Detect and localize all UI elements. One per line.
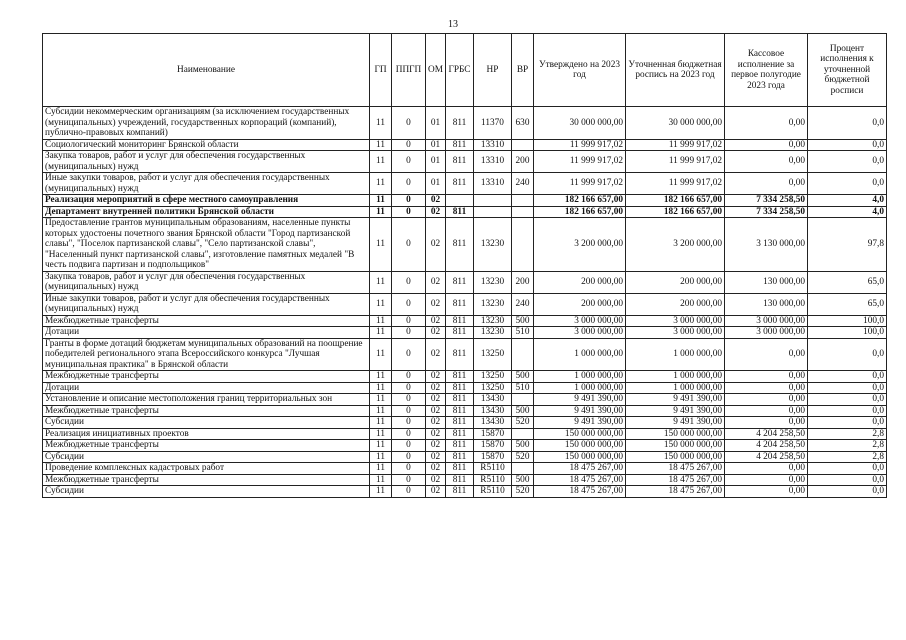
row-gp: 11 bbox=[370, 405, 392, 417]
row-percent: 0,0 bbox=[808, 486, 887, 498]
row-vr bbox=[512, 394, 534, 406]
row-approved: 1 000 000,00 bbox=[534, 382, 626, 394]
row-ppgp: 0 bbox=[392, 218, 426, 272]
row-cash: 0,00 bbox=[725, 405, 808, 417]
row-name: Субсидии bbox=[43, 486, 370, 498]
row-cash: 0,00 bbox=[725, 107, 808, 140]
row-np: 13250 bbox=[474, 371, 512, 383]
row-om: 02 bbox=[426, 271, 446, 293]
row-gp: 11 bbox=[370, 327, 392, 339]
row-vr bbox=[512, 338, 534, 371]
table-row bbox=[43, 107, 887, 140]
row-gp: 11 bbox=[370, 293, 392, 315]
row-np: R5110 bbox=[474, 463, 512, 475]
row-vr: 200 bbox=[512, 271, 534, 293]
row-vr: 500 bbox=[512, 474, 534, 486]
row-om: 01 bbox=[426, 139, 446, 151]
row-cash: 0,00 bbox=[725, 394, 808, 406]
row-approved: 200 000,00 bbox=[534, 293, 626, 315]
row-percent: 0,0 bbox=[808, 463, 887, 475]
row-cash: 7 334 258,50 bbox=[725, 195, 808, 207]
row-ppgp: 0 bbox=[392, 463, 426, 475]
row-gp: 11 bbox=[370, 474, 392, 486]
row-ppgp: 0 bbox=[392, 405, 426, 417]
row-refined: 1 000 000,00 bbox=[626, 371, 725, 383]
row-approved: 11 999 917,02 bbox=[534, 139, 626, 151]
row-vr: 240 bbox=[512, 173, 534, 195]
row-np: 13430 bbox=[474, 405, 512, 417]
row-np: 11370 bbox=[474, 107, 512, 140]
row-cash: 0,00 bbox=[725, 417, 808, 429]
row-approved: 18 475 267,00 bbox=[534, 474, 626, 486]
row-np: 15870 bbox=[474, 451, 512, 463]
row-ppgp: 0 bbox=[392, 338, 426, 371]
row-ppgp: 0 bbox=[392, 440, 426, 452]
row-gp: 11 bbox=[370, 195, 392, 207]
table-row bbox=[43, 463, 887, 475]
row-approved: 3 000 000,00 bbox=[534, 315, 626, 327]
row-approved: 3 200 000,00 bbox=[534, 218, 626, 272]
row-np: 13310 bbox=[474, 151, 512, 173]
row-gp: 11 bbox=[370, 428, 392, 440]
row-ppgp: 0 bbox=[392, 417, 426, 429]
row-percent: 2,8 bbox=[808, 451, 887, 463]
table-row bbox=[43, 382, 887, 394]
row-refined: 200 000,00 bbox=[626, 271, 725, 293]
row-np: 13310 bbox=[474, 173, 512, 195]
row-refined: 150 000 000,00 bbox=[626, 428, 725, 440]
header-approved: Утверждено на 2023 год bbox=[534, 34, 626, 107]
row-refined: 9 491 390,00 bbox=[626, 394, 725, 406]
row-vr bbox=[512, 463, 534, 475]
row-approved: 182 166 657,00 bbox=[534, 206, 626, 218]
header-grbs: ГРБС bbox=[446, 34, 474, 107]
row-approved: 11 999 917,02 bbox=[534, 173, 626, 195]
row-approved: 3 000 000,00 bbox=[534, 327, 626, 339]
row-vr: 500 bbox=[512, 371, 534, 383]
row-vr bbox=[512, 195, 534, 207]
row-approved: 11 999 917,02 bbox=[534, 151, 626, 173]
row-grbs: 811 bbox=[446, 315, 474, 327]
row-percent: 4,0 bbox=[808, 195, 887, 207]
table-row bbox=[43, 151, 887, 173]
row-cash: 0,00 bbox=[725, 486, 808, 498]
row-gp: 11 bbox=[370, 371, 392, 383]
row-gp: 11 bbox=[370, 218, 392, 272]
row-gp: 11 bbox=[370, 394, 392, 406]
row-np: 13230 bbox=[474, 293, 512, 315]
row-approved: 9 491 390,00 bbox=[534, 394, 626, 406]
table-row bbox=[43, 218, 887, 272]
row-grbs: 811 bbox=[446, 107, 474, 140]
row-approved: 18 475 267,00 bbox=[534, 463, 626, 475]
row-refined: 3 200 000,00 bbox=[626, 218, 725, 272]
table-row bbox=[43, 315, 887, 327]
row-vr: 630 bbox=[512, 107, 534, 140]
row-approved: 9 491 390,00 bbox=[534, 405, 626, 417]
row-name: Закупка товаров, работ и услуг для обеспечения государственных (муниципальных) нужд bbox=[43, 151, 370, 173]
row-approved: 200 000,00 bbox=[534, 271, 626, 293]
row-percent: 65,0 bbox=[808, 271, 887, 293]
row-grbs: 811 bbox=[446, 463, 474, 475]
row-np bbox=[474, 206, 512, 218]
row-om: 02 bbox=[426, 371, 446, 383]
row-name: Предоставление грантов муниципальным образованиям, населенные пункты которых удостоены почетного звания Брянской области "Город партизанской славы", "Поселок партизанской славы", "Село партизанской славы", "Населенный пункт партизанской славы", изготовление памятных медалей "В честь подвига партизан и подпольщиков" bbox=[43, 218, 370, 272]
row-vr: 240 bbox=[512, 293, 534, 315]
row-vr: 510 bbox=[512, 327, 534, 339]
row-ppgp: 0 bbox=[392, 206, 426, 218]
row-grbs: 811 bbox=[446, 486, 474, 498]
row-np bbox=[474, 195, 512, 207]
row-refined: 18 475 267,00 bbox=[626, 486, 725, 498]
row-cash: 4 204 258,50 bbox=[725, 451, 808, 463]
header-gp: ГП bbox=[370, 34, 392, 107]
row-gp: 11 bbox=[370, 139, 392, 151]
row-cash: 7 334 258,50 bbox=[725, 206, 808, 218]
row-vr: 500 bbox=[512, 405, 534, 417]
row-refined: 150 000 000,00 bbox=[626, 440, 725, 452]
row-percent: 2,8 bbox=[808, 440, 887, 452]
row-name: Субсидии bbox=[43, 417, 370, 429]
row-om: 02 bbox=[426, 463, 446, 475]
row-percent: 2,8 bbox=[808, 428, 887, 440]
row-grbs bbox=[446, 195, 474, 207]
row-om: 02 bbox=[426, 417, 446, 429]
row-refined: 9 491 390,00 bbox=[626, 417, 725, 429]
row-grbs: 811 bbox=[446, 293, 474, 315]
table-row bbox=[43, 173, 887, 195]
row-np: 13430 bbox=[474, 417, 512, 429]
row-ppgp: 0 bbox=[392, 139, 426, 151]
row-approved: 30 000 000,00 bbox=[534, 107, 626, 140]
header-percent: Процент исполнения к уточненной бюджетной росписи bbox=[808, 34, 887, 107]
row-name: Межбюджетные трансферты bbox=[43, 474, 370, 486]
row-ppgp: 0 bbox=[392, 474, 426, 486]
row-grbs: 811 bbox=[446, 417, 474, 429]
row-refined: 30 000 000,00 bbox=[626, 107, 725, 140]
row-vr: 500 bbox=[512, 315, 534, 327]
row-ppgp: 0 bbox=[392, 327, 426, 339]
row-gp: 11 bbox=[370, 417, 392, 429]
row-name: Реализация мероприятий в сфере местного самоуправления bbox=[43, 195, 370, 207]
row-ppgp: 0 bbox=[392, 394, 426, 406]
row-name: Реализация инициативных проектов bbox=[43, 428, 370, 440]
row-vr bbox=[512, 139, 534, 151]
row-approved: 182 166 657,00 bbox=[534, 195, 626, 207]
row-grbs: 811 bbox=[446, 139, 474, 151]
row-approved: 18 475 267,00 bbox=[534, 486, 626, 498]
row-refined: 18 475 267,00 bbox=[626, 474, 725, 486]
row-om: 02 bbox=[426, 338, 446, 371]
table-row bbox=[43, 271, 887, 293]
row-np: R5110 bbox=[474, 474, 512, 486]
row-ppgp: 0 bbox=[392, 451, 426, 463]
row-cash: 0,00 bbox=[725, 151, 808, 173]
row-om: 01 bbox=[426, 107, 446, 140]
row-percent: 100,0 bbox=[808, 315, 887, 327]
row-grbs: 811 bbox=[446, 382, 474, 394]
row-cash: 4 204 258,50 bbox=[725, 440, 808, 452]
row-ppgp: 0 bbox=[392, 371, 426, 383]
row-ppgp: 0 bbox=[392, 271, 426, 293]
row-om: 02 bbox=[426, 293, 446, 315]
row-vr bbox=[512, 218, 534, 272]
row-cash: 0,00 bbox=[725, 382, 808, 394]
header-np: НР bbox=[474, 34, 512, 107]
row-np: 13250 bbox=[474, 382, 512, 394]
row-np: 13230 bbox=[474, 218, 512, 272]
row-cash: 3 000 000,00 bbox=[725, 315, 808, 327]
row-cash: 0,00 bbox=[725, 463, 808, 475]
row-gp: 11 bbox=[370, 463, 392, 475]
row-refined: 11 999 917,02 bbox=[626, 139, 725, 151]
row-cash: 0,00 bbox=[725, 371, 808, 383]
row-cash: 4 204 258,50 bbox=[725, 428, 808, 440]
row-om: 02 bbox=[426, 428, 446, 440]
row-approved: 9 491 390,00 bbox=[534, 417, 626, 429]
row-cash: 0,00 bbox=[725, 338, 808, 371]
header-vr: ВР bbox=[512, 34, 534, 107]
row-name: Департамент внутренней политики Брянской области bbox=[43, 206, 370, 218]
row-gp: 11 bbox=[370, 440, 392, 452]
row-gp: 11 bbox=[370, 107, 392, 140]
row-np: 15870 bbox=[474, 440, 512, 452]
row-om: 02 bbox=[426, 440, 446, 452]
header-cash: Кассовое исполнение за первое полугодие 2023 года bbox=[725, 34, 808, 107]
row-gp: 11 bbox=[370, 151, 392, 173]
row-om: 02 bbox=[426, 195, 446, 207]
row-approved: 150 000 000,00 bbox=[534, 428, 626, 440]
table-row bbox=[43, 293, 887, 315]
table-row bbox=[43, 428, 887, 440]
header-name: Наименование bbox=[43, 34, 370, 107]
row-percent: 0,0 bbox=[808, 417, 887, 429]
row-om: 02 bbox=[426, 218, 446, 272]
row-refined: 200 000,00 bbox=[626, 293, 725, 315]
row-vr bbox=[512, 206, 534, 218]
row-grbs: 811 bbox=[446, 271, 474, 293]
table-body bbox=[43, 107, 887, 498]
row-gp: 11 bbox=[370, 271, 392, 293]
row-cash: 0,00 bbox=[725, 474, 808, 486]
row-np: 13310 bbox=[474, 139, 512, 151]
row-om: 02 bbox=[426, 394, 446, 406]
row-name: Дотации bbox=[43, 382, 370, 394]
table-row bbox=[43, 486, 887, 498]
row-name: Иные закупки товаров, работ и услуг для обеспечения государственных (муниципальных) нужд bbox=[43, 173, 370, 195]
row-om: 02 bbox=[426, 474, 446, 486]
row-np: R5110 bbox=[474, 486, 512, 498]
row-name: Межбюджетные трансферты bbox=[43, 405, 370, 417]
row-cash: 130 000,00 bbox=[725, 293, 808, 315]
row-refined: 3 000 000,00 bbox=[626, 315, 725, 327]
row-np: 13230 bbox=[474, 315, 512, 327]
row-refined: 11 999 917,02 bbox=[626, 173, 725, 195]
row-grbs: 811 bbox=[446, 440, 474, 452]
row-ppgp: 0 bbox=[392, 195, 426, 207]
row-name: Социологический мониторинг Брянской области bbox=[43, 139, 370, 151]
row-gp: 11 bbox=[370, 451, 392, 463]
row-grbs: 811 bbox=[446, 206, 474, 218]
row-name: Гранты в форме дотаций бюджетам муниципальных образований на поощрение победителей регионального этапа Всероссийского конкурса "Лучшая муниципальная практика" в Брянской области bbox=[43, 338, 370, 371]
row-ppgp: 0 bbox=[392, 293, 426, 315]
header-refined: Уточненная бюджетная роспись на 2023 год bbox=[626, 34, 725, 107]
row-gp: 11 bbox=[370, 382, 392, 394]
budget-table bbox=[42, 33, 887, 498]
table-row bbox=[43, 451, 887, 463]
row-name: Иные закупки товаров, работ и услуг для обеспечения государственных (муниципальных) нужд bbox=[43, 293, 370, 315]
row-percent: 0,0 bbox=[808, 371, 887, 383]
row-gp: 11 bbox=[370, 486, 392, 498]
row-np: 13250 bbox=[474, 338, 512, 371]
row-refined: 1 000 000,00 bbox=[626, 338, 725, 371]
table-row bbox=[43, 195, 887, 207]
row-percent: 0,0 bbox=[808, 474, 887, 486]
row-approved: 150 000 000,00 bbox=[534, 451, 626, 463]
row-grbs: 811 bbox=[446, 474, 474, 486]
header-ppgp: ППГП bbox=[392, 34, 426, 107]
row-om: 02 bbox=[426, 382, 446, 394]
page-number: 13 bbox=[448, 19, 458, 30]
row-vr bbox=[512, 428, 534, 440]
row-ppgp: 0 bbox=[392, 107, 426, 140]
row-grbs: 811 bbox=[446, 151, 474, 173]
row-om: 02 bbox=[426, 315, 446, 327]
row-refined: 150 000 000,00 bbox=[626, 451, 725, 463]
row-ppgp: 0 bbox=[392, 486, 426, 498]
header-om: ОМ bbox=[426, 34, 446, 107]
row-name: Установление и описание местоположения границ территориальных зон bbox=[43, 394, 370, 406]
row-grbs: 811 bbox=[446, 405, 474, 417]
row-grbs: 811 bbox=[446, 451, 474, 463]
row-percent: 0,0 bbox=[808, 151, 887, 173]
row-vr: 520 bbox=[512, 417, 534, 429]
row-name: Проведение комплексных кадастровых работ bbox=[43, 463, 370, 475]
row-gp: 11 bbox=[370, 206, 392, 218]
row-percent: 100,0 bbox=[808, 327, 887, 339]
table-row bbox=[43, 206, 887, 218]
row-om: 02 bbox=[426, 206, 446, 218]
row-refined: 18 475 267,00 bbox=[626, 463, 725, 475]
row-name: Межбюджетные трансферты bbox=[43, 371, 370, 383]
row-grbs: 811 bbox=[446, 371, 474, 383]
table-row bbox=[43, 440, 887, 452]
row-om: 02 bbox=[426, 405, 446, 417]
row-name: Дотации bbox=[43, 327, 370, 339]
row-om: 01 bbox=[426, 173, 446, 195]
table-row bbox=[43, 139, 887, 151]
row-percent: 0,0 bbox=[808, 338, 887, 371]
row-percent: 4,0 bbox=[808, 206, 887, 218]
row-percent: 65,0 bbox=[808, 293, 887, 315]
table-row bbox=[43, 405, 887, 417]
row-ppgp: 0 bbox=[392, 382, 426, 394]
row-percent: 0,0 bbox=[808, 173, 887, 195]
row-percent: 0,0 bbox=[808, 382, 887, 394]
row-gp: 11 bbox=[370, 315, 392, 327]
row-grbs: 811 bbox=[446, 218, 474, 272]
table-row bbox=[43, 371, 887, 383]
row-percent: 0,0 bbox=[808, 139, 887, 151]
row-grbs: 811 bbox=[446, 173, 474, 195]
row-vr: 200 bbox=[512, 151, 534, 173]
row-percent: 0,0 bbox=[808, 405, 887, 417]
row-refined: 182 166 657,00 bbox=[626, 195, 725, 207]
row-cash: 3 000 000,00 bbox=[725, 327, 808, 339]
row-refined: 1 000 000,00 bbox=[626, 382, 725, 394]
row-approved: 1 000 000,00 bbox=[534, 338, 626, 371]
row-gp: 11 bbox=[370, 338, 392, 371]
row-refined: 9 491 390,00 bbox=[626, 405, 725, 417]
row-refined: 11 999 917,02 bbox=[626, 151, 725, 173]
row-cash: 0,00 bbox=[725, 173, 808, 195]
row-np: 13230 bbox=[474, 271, 512, 293]
table-row bbox=[43, 338, 887, 371]
row-om: 02 bbox=[426, 327, 446, 339]
row-percent: 0,0 bbox=[808, 107, 887, 140]
row-name: Субсидии некоммерческим организациям (за исключением государственных (муниципальных) учреждений, государственных корпораций (компаний), публично-правовых компаний) bbox=[43, 107, 370, 140]
table-row bbox=[43, 417, 887, 429]
row-percent: 97,8 bbox=[808, 218, 887, 272]
row-ppgp: 0 bbox=[392, 151, 426, 173]
row-om: 02 bbox=[426, 486, 446, 498]
row-vr: 520 bbox=[512, 451, 534, 463]
row-grbs: 811 bbox=[446, 394, 474, 406]
row-name: Закупка товаров, работ и услуг для обеспечения государственных (муниципальных) нужд bbox=[43, 271, 370, 293]
row-gp: 11 bbox=[370, 173, 392, 195]
row-ppgp: 0 bbox=[392, 315, 426, 327]
row-vr: 510 bbox=[512, 382, 534, 394]
row-np: 15870 bbox=[474, 428, 512, 440]
table-row bbox=[43, 394, 887, 406]
row-om: 01 bbox=[426, 151, 446, 173]
row-approved: 1 000 000,00 bbox=[534, 371, 626, 383]
row-vr: 500 bbox=[512, 440, 534, 452]
row-name: Межбюджетные трансферты bbox=[43, 440, 370, 452]
row-grbs: 811 bbox=[446, 327, 474, 339]
table-row bbox=[43, 474, 887, 486]
row-ppgp: 0 bbox=[392, 173, 426, 195]
row-vr: 520 bbox=[512, 486, 534, 498]
row-om: 02 bbox=[426, 451, 446, 463]
header-row bbox=[43, 34, 887, 107]
row-percent: 0,0 bbox=[808, 394, 887, 406]
row-name: Субсидии bbox=[43, 451, 370, 463]
row-grbs: 811 bbox=[446, 428, 474, 440]
row-grbs: 811 bbox=[446, 338, 474, 371]
row-ppgp: 0 bbox=[392, 428, 426, 440]
row-approved: 150 000 000,00 bbox=[534, 440, 626, 452]
row-np: 13230 bbox=[474, 327, 512, 339]
table-row bbox=[43, 327, 887, 339]
row-cash: 0,00 bbox=[725, 139, 808, 151]
row-refined: 182 166 657,00 bbox=[626, 206, 725, 218]
row-refined: 3 000 000,00 bbox=[626, 327, 725, 339]
row-np: 13430 bbox=[474, 394, 512, 406]
row-cash: 3 130 000,00 bbox=[725, 218, 808, 272]
row-cash: 130 000,00 bbox=[725, 271, 808, 293]
row-name: Межбюджетные трансферты bbox=[43, 315, 370, 327]
